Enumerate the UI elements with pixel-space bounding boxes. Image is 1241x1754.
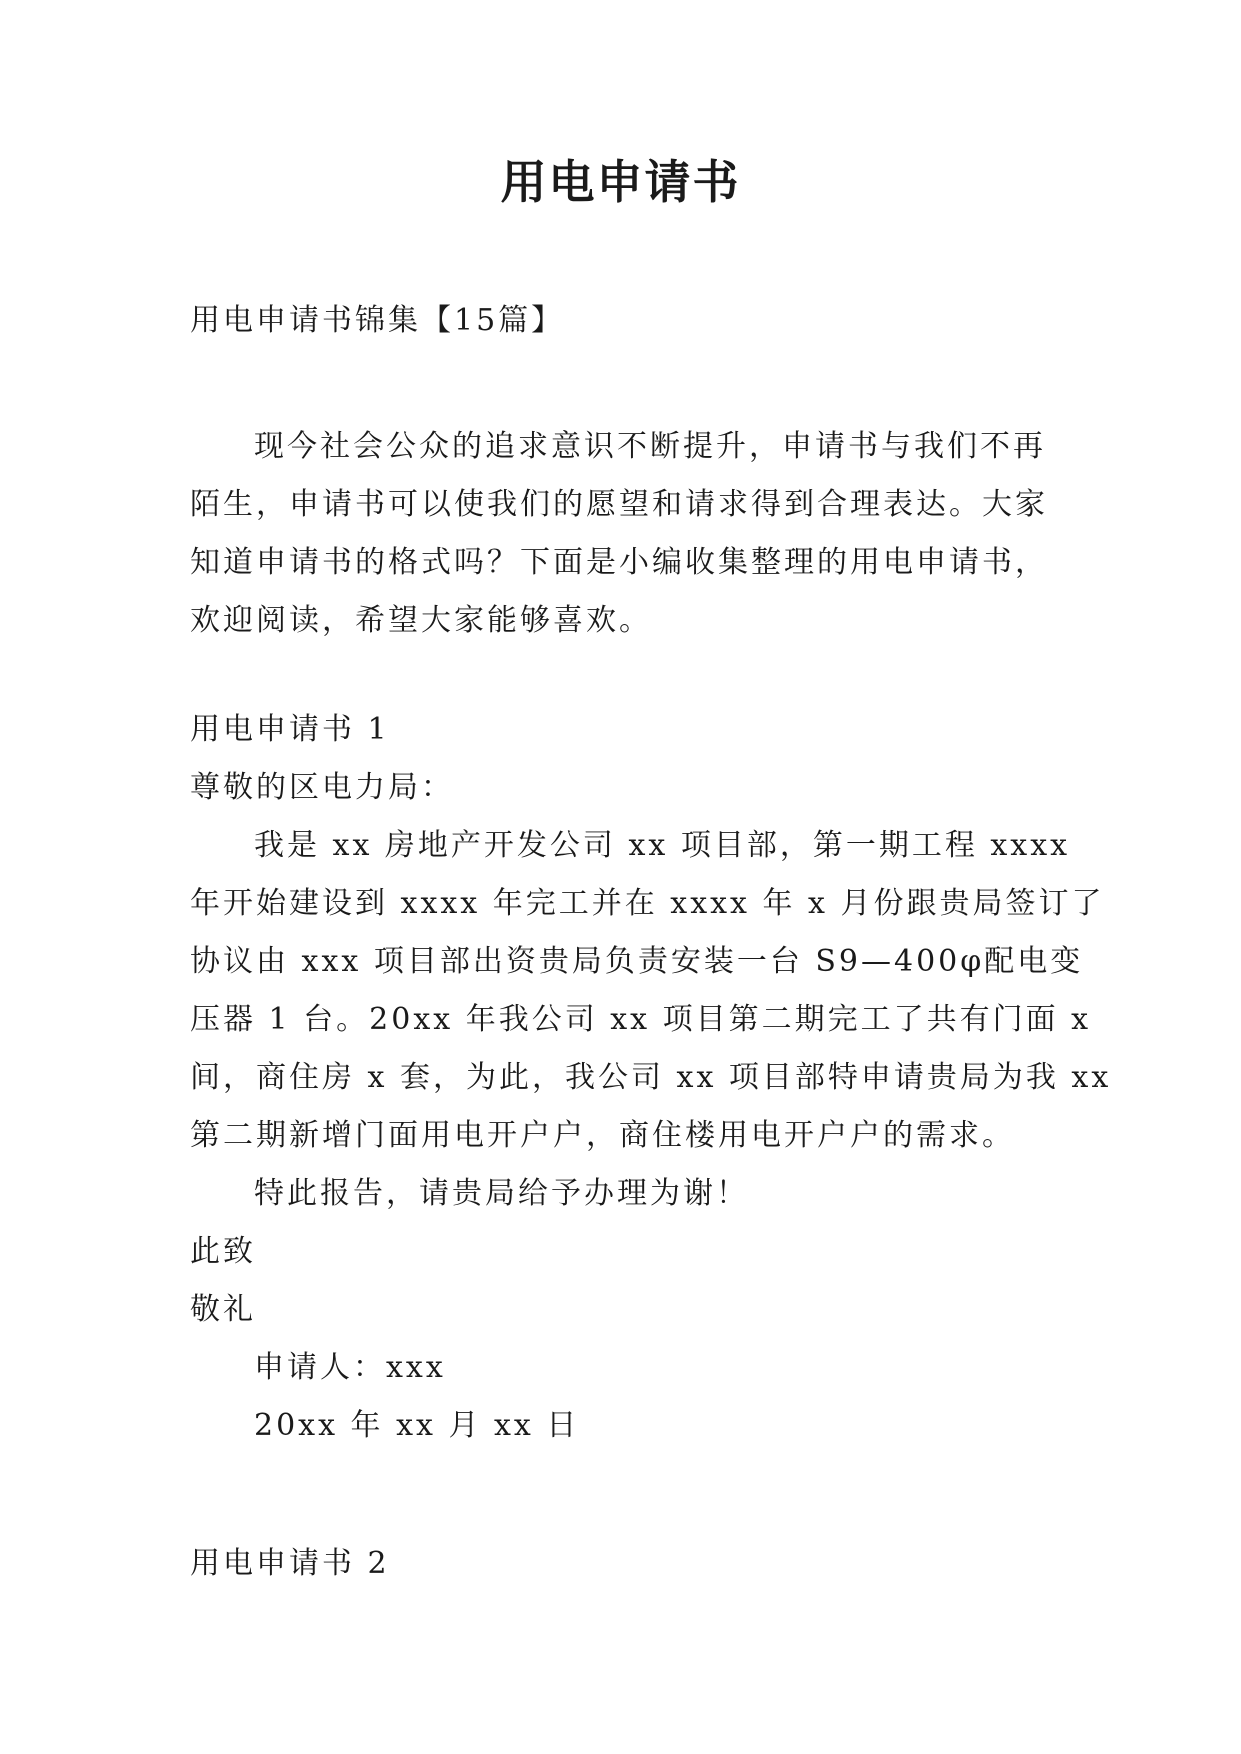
letter-1-body-line: 协议由 xxx 项目部出资贵局负责安装一台 S9—400φ配电变 [190, 944, 1084, 979]
letter-1-date: 20xx 年 xx 月 xx 日 [254, 1408, 580, 1443]
document-body [190, 292, 1112, 1593]
letter-1-salutation: 尊敬的区电力局： [190, 770, 454, 805]
intro-line: 欢迎阅读，希望大家能够喜欢。 [190, 603, 652, 638]
letter-1-body-line: 年开始建设到 xxxx 年完工并在 xxxx 年 x 月份跟贵局签订了 [190, 886, 1105, 921]
letter-1-body-line: 第二期新增门面用电开户户，商住楼用电开户户的需求。 [190, 1118, 1015, 1153]
spacer [190, 1455, 1070, 1535]
spacer [190, 650, 1070, 701]
intro-line: 陌生，申请书可以使我们的愿望和请求得到合理表达。大家 [190, 487, 1048, 522]
intro-line: 知道申请书的格式吗？下面是小编收集整理的用电申请书， [190, 545, 1048, 580]
letter-1-applicant: 申请人：xxx [254, 1350, 446, 1385]
letter-1 [190, 701, 1112, 1455]
intro-paragraph [190, 418, 1070, 650]
letter-1-heading: 用电申请书 1 [190, 712, 390, 747]
document-subtitle: 用电申请书锦集【15篇】 [190, 303, 565, 338]
document-title: 用电申请书 [500, 155, 741, 209]
letter-2-heading: 用电申请书 2 [190, 1546, 390, 1581]
letter-1-closing: 此致 [190, 1234, 256, 1269]
letter-1-request: 特此报告，请贵局给予办理为谢！ [254, 1176, 749, 1211]
letter-2 [190, 1535, 1070, 1593]
letter-1-body-line: 我是 xx 房地产开发公司 xx 项目部，第一期工程 xxxx [254, 828, 1071, 863]
letter-1-body-line: 间，商住房 x 套，为此，我公司 xx 项目部特申请贵局为我 xx [190, 1060, 1112, 1095]
spacer [190, 350, 1070, 418]
intro-line: 现今社会公众的追求意识不断提升，申请书与我们不再 [254, 429, 1046, 464]
letter-1-body-line: 压器 1 台。20xx 年我公司 xx 项目第二期完工了共有门面 x [190, 1002, 1092, 1037]
letter-1-regards: 敬礼 [190, 1292, 256, 1327]
